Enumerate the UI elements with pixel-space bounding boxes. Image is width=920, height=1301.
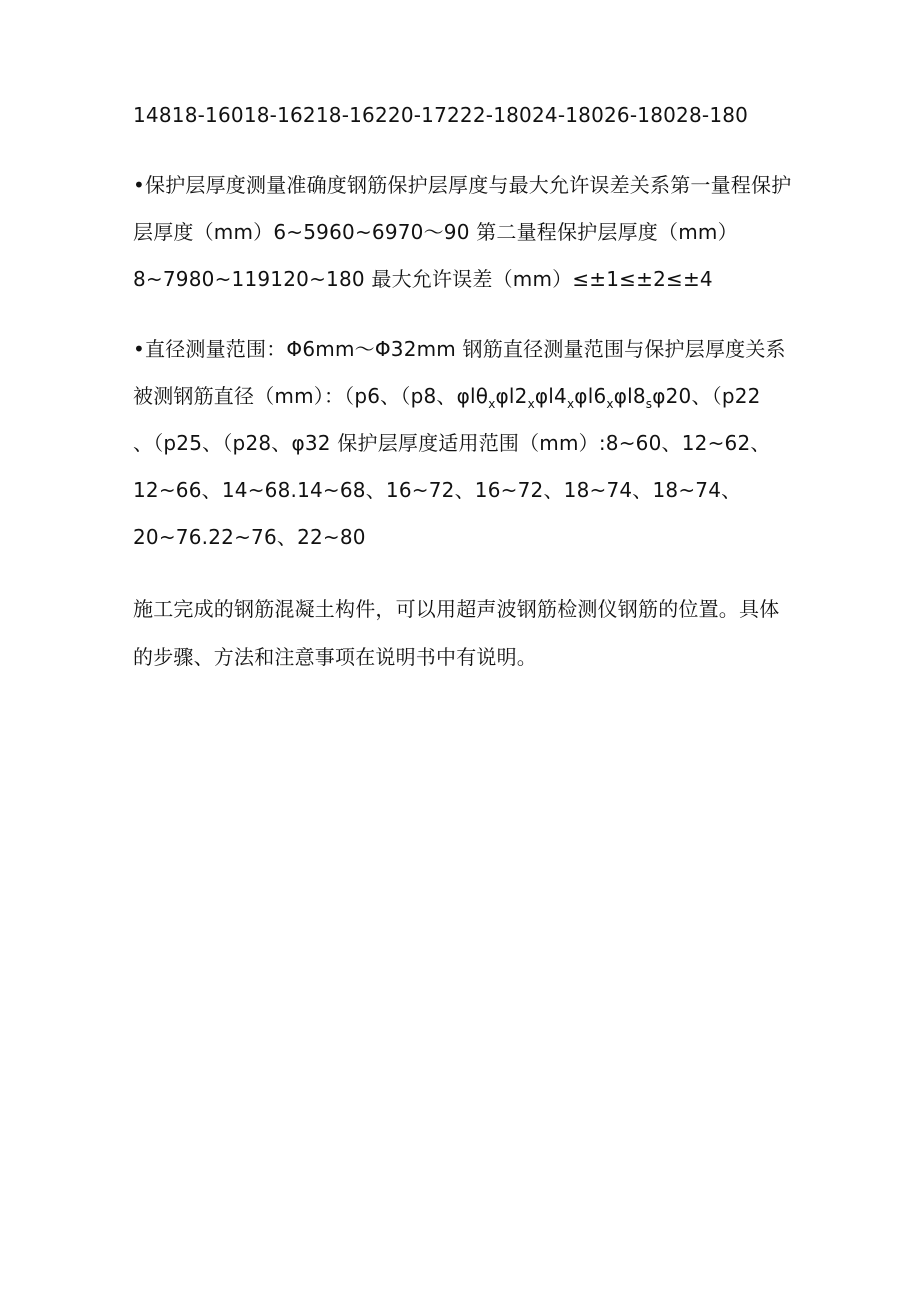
text-line: 、（p25、（p28、φ32 保护层厚度适用范围（mm）:8~60、12~62、 [133,431,771,455]
text-line-diameters [133,383,761,412]
subscript: x [606,397,614,411]
text-segment: φl6 [574,384,607,408]
text-line: 8~7980~119120~180 最大允许误差（mm）≤±1≤±2≤±4 [133,267,713,291]
subscript: x [566,397,575,411]
text-line: •直径测量范围：Φ6mm～Φ32mm 钢筋直径测量范围与保护层厚度关系 [133,337,786,361]
subscript: s [645,397,653,411]
text-segment: φl8 [613,384,646,408]
text-line: •保护层厚度测量准确度钢筋保护层厚度与最大允许误差关系第一量程保护 [133,173,792,197]
text-line: 20~76.22~76、22~80 [133,525,366,549]
text-segment: 被测钢筋直径（mm）：（p6、（p8、φl [133,384,476,408]
text-line: 施工完成的钢筋混凝土构件，可以用超声波钢筋检测仪钢筋的位置。具体 [133,597,780,621]
subscript: x [488,397,496,411]
text-line: 层厚度（mm）6~5960~6970～90 第二量程保护层厚度（mm） [133,220,738,244]
text-segment: θ [475,384,489,408]
text-segment: φ20、（p22 [652,384,761,408]
text-line: 12~66、14~68.14~68、16~72、16~72、18~74、18~74、 [133,478,742,502]
text-segment: φl4 [534,384,567,408]
text-line: 14818-16018-16218-16220-17222-18024-18026-18028-180 [133,103,749,127]
text-segment: φl2 [495,384,528,408]
text-line: 的步骤、方法和注意事项在说明书中有说明。 [133,645,537,669]
subscript: x [527,397,535,411]
